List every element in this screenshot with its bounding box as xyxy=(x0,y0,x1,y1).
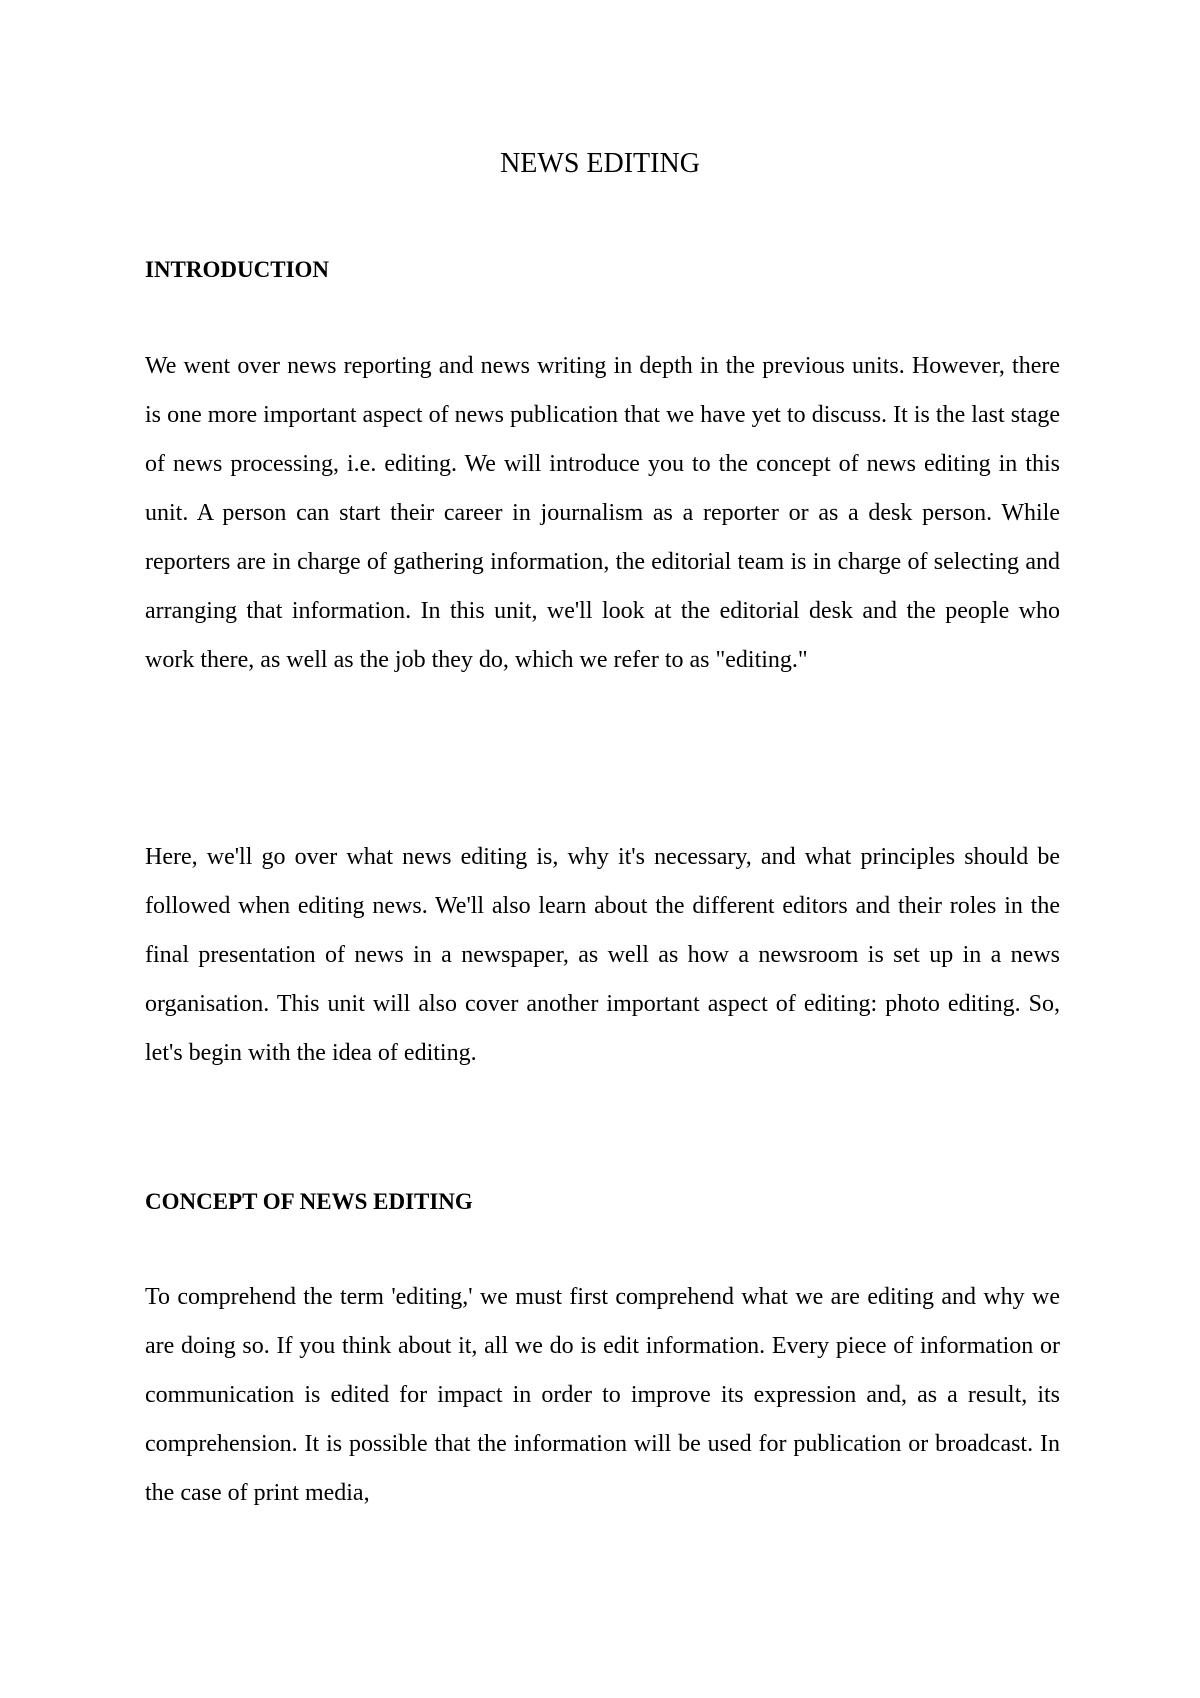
section-heading-concept: CONCEPT OF NEWS EDITING xyxy=(145,1189,473,1214)
paragraph-introduction-2: Here, we'll go over what news editing is, why it's necessary, and what principles should be followed when editing news. We'll also learn about the different editors and their roles in the final presentation of news in a newspaper, as well as how a newsroom is set up in a news organisation. This unit will also cover another important aspect of editing: photo editing. So, let's begin with the idea of editing. xyxy=(145,844,1060,1066)
section-heading-introduction: INTRODUCTION xyxy=(145,257,330,282)
paragraph-introduction-1: We went over news reporting and news writing in depth in the previous units. However, there is one more important aspect of news publication that we have yet to discuss. It is the last stage of news processing, i.e. editing. We will introduce you to the concept of news editing in this unit. A person can start their career in journalism as a reporter or as a desk person. While reporters are in charge of gathering information, the editorial team is in charge of selecting and arranging that information. In this unit, we'll look at the editorial desk and the people who work there, as well as the job they do, which we refer to as "editing." xyxy=(145,353,1060,673)
paragraph-concept-1: To comprehend the term 'editing,' we must first comprehend what we are editing and why we are doing so. If you think about it, all we do is edit information. Every piece of information or communication is edited for impact in order to improve its expression and, as a result, its comprehension. It is possible that the information will be used for publication or broadcast. In the case of print media, xyxy=(145,1284,1060,1506)
document-title: NEWS EDITING xyxy=(500,148,700,179)
